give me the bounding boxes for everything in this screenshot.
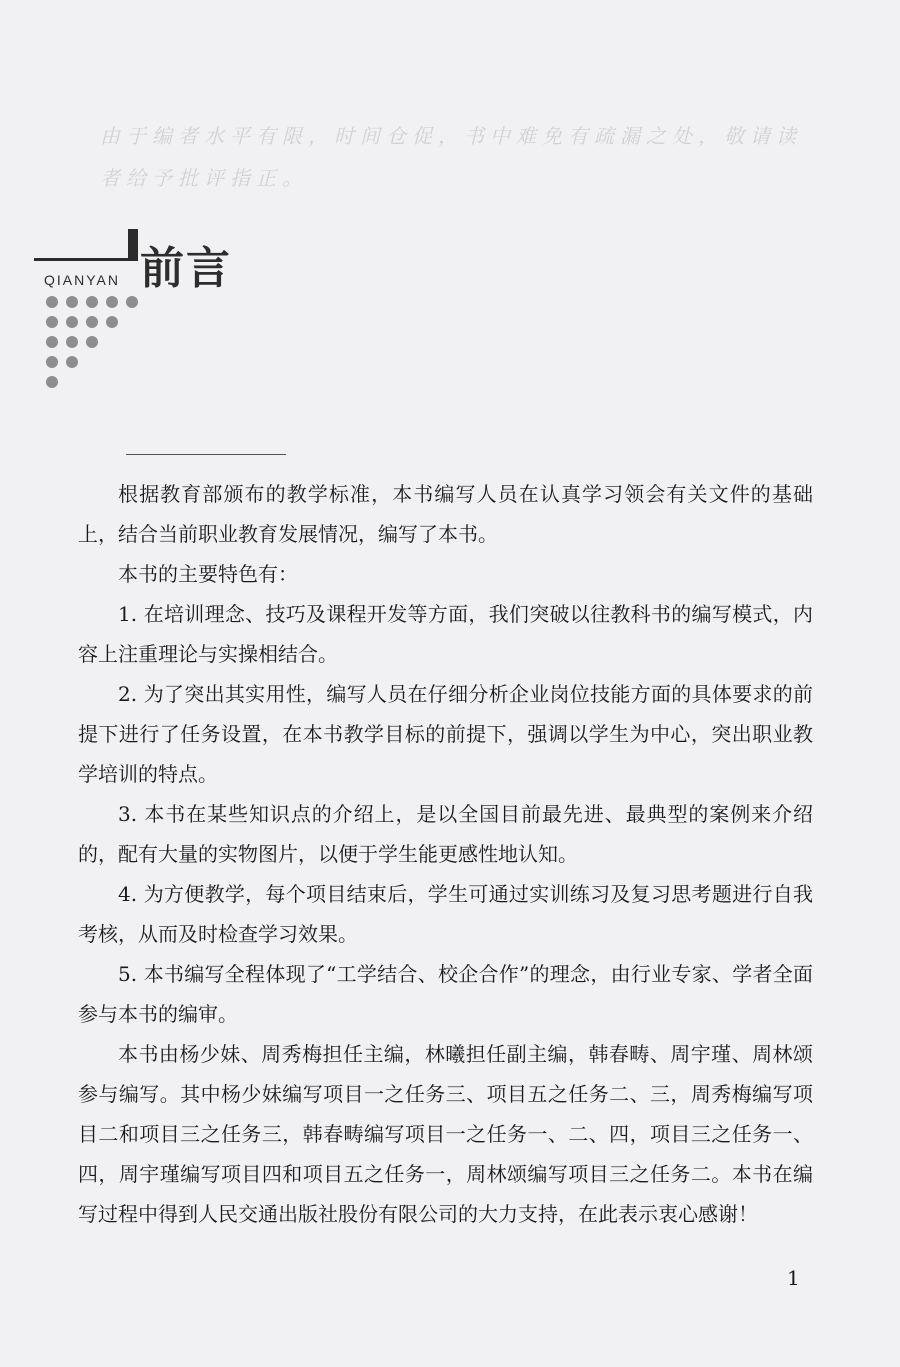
paragraph: 本书的主要特色有： — [118, 562, 298, 586]
paragraph: 3. 本书在某些知识点的介绍上，是以全国目前最先进、最典型的案例来介绍的，配有大量的实物图片，以便于学生能更感性地认知。 — [78, 802, 813, 866]
page-number: 1 — [787, 1266, 800, 1290]
bleed-through-line-1: 由于编者水平有限，时间仓促，书中难免有疏漏之处，敬请读 — [100, 124, 802, 148]
page-title-pinyin: QIANYAN — [44, 272, 120, 288]
paragraph: 1. 在培训理念、技巧及课程开发等方面，我们突破以往教科书的编写模式，内容上注重理论与实操相结合。 — [78, 602, 813, 666]
header-rule — [34, 258, 138, 261]
preface-body — [78, 474, 813, 1234]
paragraph: 根据教育部颁布的教学标准，本书编写人员在认真学习领会有关文件的基础上，结合当前职业教育发展情况，编写了本书。 — [78, 482, 813, 546]
paragraph: 5. 本书编写全程体现了“工学结合、校企合作”的理念，由行业专家、学者全面参与本书的编审。 — [78, 962, 813, 1026]
bleed-through-line-2: 者给予批评指正。 — [100, 166, 308, 190]
header-bar — [128, 229, 138, 261]
page-title: 前言 — [140, 243, 232, 294]
paragraph: 本书由杨少妹、周秀梅担任主编，林曦担任副主编，韩春畴、周宇瑾、周林颂参与编写。其中杨少妹编写项目一之任务三、项目五之任务二、三，周秀梅编写项目二和项目三之任务三，韩春畴编写项目一之任务一、二、四，项目三之任务一、四，周宇瑾编写项目四和项目五之任务一，周林颂编写项目三之任务二。本书在编写过程中得到人民交通出版社股份有限公司的大力支持，在此表示衷心感谢！ — [78, 1042, 813, 1226]
section-divider — [126, 454, 286, 455]
paragraph: 2. 为了突出其实用性，编写人员在仔细分析企业岗位技能方面的具体要求的前提下进行了任务设置，在本书教学目标的前提下，强调以学生为中心，突出职业教学培训的特点。 — [78, 682, 813, 786]
paragraph: 4. 为方便教学，每个项目结束后，学生可通过实训练习及复习思考题进行自我考核，从而及时检查学习效果。 — [78, 882, 813, 946]
